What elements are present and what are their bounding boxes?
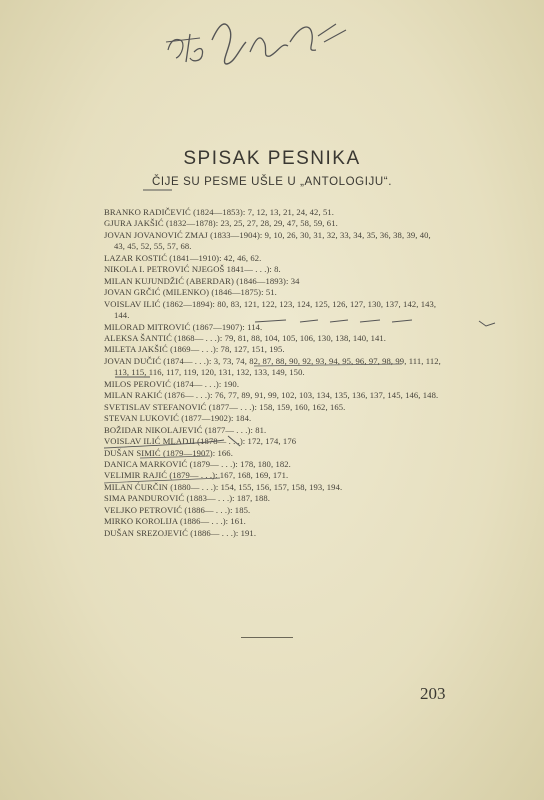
list-item: MILAN ĆURČIN (1880— . . .): 154, 155, 156, 157, 158, 193, 194. [104, 481, 343, 492]
check-mark [478, 318, 496, 328]
list-item: JOVAN DUČIĆ (1874— . . .): 3, 73, 74, 82, 87, 88, 90, 92, 93, 94, 95, 96, 97, 98, 99, 111, 112, 113, 115, 116, 117, 119, 120, 131, 132, 133, 149, 150. [104, 355, 441, 378]
pencil-signature [160, 12, 350, 70]
list-item: MILORAD MITROVIĆ (1867—1907): 114. [104, 321, 263, 332]
list-item: VELIMIR RAJIĆ (1879— . . .): 167, 168, 169, 171. [104, 470, 289, 481]
list-item: LAZAR KOSTIĆ (1841—1910): 42, 46, 62. [104, 252, 262, 263]
list-item: SVETISLAV STEFANOVIĆ (1877— . . .): 158, 159, 160, 162, 165. [104, 401, 346, 412]
list-item: SIMA PANDUROVIĆ (1883— . . .): 187, 188. [104, 493, 271, 504]
list-item: DUŠAN SIMIĆ (1879—1907): 166. [104, 447, 233, 458]
list-item: MIRKO KOROLIJA (1886— . . .): 161. [104, 516, 246, 527]
list-item: BOŽIDAR NIKOLAJEVIĆ (1877— . . .): 81. [104, 424, 267, 435]
page-title: SPISAK PESNIKA [183, 148, 361, 169]
list-item: VOISLAV ILIĆ MLADJI (1878— . . .): 172, 174, 176 [104, 436, 297, 447]
list-item: MILOS PEROVIĆ (1874— . . .): 190. [104, 378, 240, 389]
list-item: NIKOLA I. PETROVIĆ NJEGOŠ 1841— . . .): 8. [104, 264, 281, 275]
poet-list [104, 207, 444, 539]
list-item: VELJKO PETROVIĆ (1886— . . .): 185. [104, 504, 251, 515]
list-item: GJURA JAKŠIĆ (1832—1878): 23, 25, 27, 28, 29, 47, 58, 59, 61. [104, 218, 338, 229]
list-item: BRANKO RADIČEVIĆ (1824—1853): 7, 12, 13, 21, 24, 42, 51. [104, 207, 334, 217]
page-number: 203 [420, 684, 446, 703]
page-subtitle: ČIJE SU PESME UŠLE U „ANTOLOGIJU“. [151, 176, 392, 188]
list-item: DANICA MARKOVIĆ (1879— . . .): 178, 180, 182. [104, 458, 291, 469]
list-item: JOVAN JOVANOVIĆ ZMAJ (1833—1904): 9, 10, 26, 30, 31, 32, 33, 34, 35, 36, 38, 39, 40, 43, 45, 52, 55, 57, 68. [104, 229, 431, 252]
list-item: STEVAN LUKOVIĆ (1877—1902): 184. [104, 413, 252, 424]
list-item: ALEKSA ŠANTIĆ (1868— . . .): 79, 81, 88, 104, 105, 106, 130, 138, 140, 141. [104, 332, 387, 343]
section-divider [241, 637, 293, 638]
list-item: MILETA JAKŠIĆ (1869— . . .): 78, 127, 151, 195. [104, 344, 285, 355]
list-item: VOISLAV ILIĆ (1862—1894): 80, 83, 121, 122, 123, 124, 125, 126, 127, 130, 137, 142, 143, 144. [104, 298, 437, 321]
list-item: MILAN KUJUNDŽIĆ (ABERDAR) (1846—1893): 34 [104, 275, 300, 286]
list-item: DUŠAN SREZOJEVIĆ (1886— . . .): 191. [104, 527, 257, 538]
list-item: JOVAN GRČIĆ (MILENKO) (1846—1875): 51. [104, 287, 277, 298]
list-item: MILAN RAKIĆ (1876— . . .): 76, 77, 89, 91, 99, 102, 103, 134, 135, 136, 137, 145, 146, 148. [104, 390, 439, 401]
